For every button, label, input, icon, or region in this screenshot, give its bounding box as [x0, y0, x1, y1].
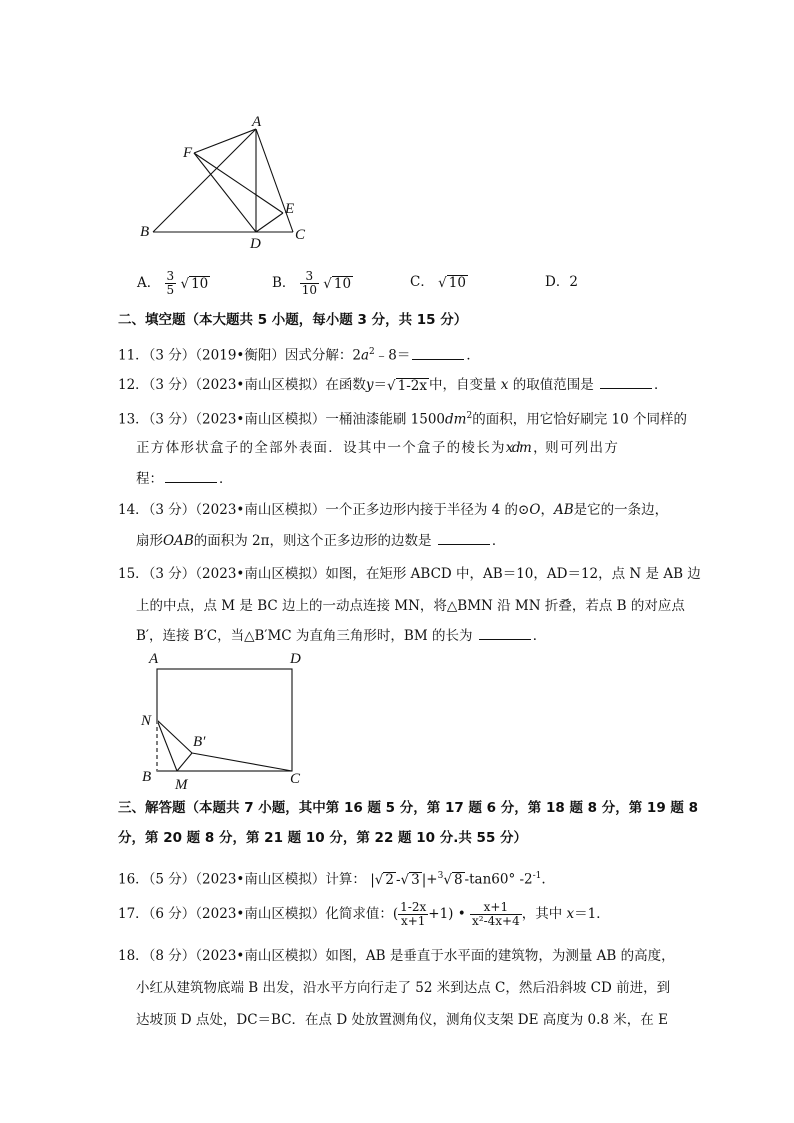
seg-BpC [192, 753, 292, 771]
option-b [272, 270, 353, 297]
q14-l2-tail: 的面积为 2π，则这个正多边形的边数是 [193, 533, 432, 549]
label-C: C [295, 227, 306, 243]
label-Bprime: B′ [193, 734, 206, 750]
question-16: 16．（5 分）（2023•南山区模拟）计算： |√ 2 -√ 3 |+$^3$√ 8 -tan60° $-2^{-1}$. [118, 871, 546, 888]
question-15-line-2: 上的中点，点 M 是 BC 边上的一动点连接 MN，将△BMN 沿 MN 折叠，若点 B 的对应点 [136, 598, 685, 614]
fraction [165, 270, 177, 297]
numerator: x+1 [470, 901, 522, 915]
label-M: M [175, 777, 188, 792]
q15-end: ． [532, 628, 547, 644]
denominator: x+1 [400, 914, 426, 928]
numerator: 3 [300, 270, 319, 284]
question-15-line-1: 15．（3 分）（2023•南山区模拟）如图，在矩形 ABCD 中，AB＝10，AD＝12，点 N 是 AB 边 [118, 566, 701, 582]
question-15-line-3 [136, 625, 546, 646]
q12-x: x [500, 377, 509, 393]
option-b-prefix: B． [272, 275, 296, 291]
q17-head: 17．（6 分）（2023•南山区模拟）化简求值： [118, 906, 393, 922]
q17-val: ＝1． [574, 906, 610, 922]
sqrt: √ 2 [374, 872, 394, 888]
seg-FA [194, 129, 256, 153]
radicand: 10 [333, 275, 352, 292]
q16-minus: - [395, 871, 401, 888]
radicand: 10 [191, 275, 209, 292]
sqrt: √ 1-2x [387, 377, 427, 394]
option-c-prefix: C． [410, 274, 434, 290]
q14-o: O [529, 502, 541, 518]
option-d-text: D．2 [545, 274, 578, 290]
q13-l2: 正 方 体 形 状 盒 子 的 全 部 外 表 面 ． 设 其 中 一 个 盒 子 的 棱 长 为 [136, 440, 503, 456]
q11-head: 11．（3 分）（2019•衡阳）因式分解：2 [118, 347, 361, 364]
question-18-line-2: 小红从建筑物底端 B 出发，沿水平方向行走了 52 米到达点 C，然后沿斜坡 CD 前进，到 [136, 980, 671, 996]
q11-end: ． [466, 347, 480, 364]
label-B: B [142, 769, 152, 785]
seg-NBp [157, 720, 192, 753]
seg-FE [194, 153, 283, 213]
denominator: 10 [301, 283, 317, 297]
sqrt: √ 10 [438, 274, 466, 291]
figure-q10 [130, 105, 320, 250]
q13-unit: dm [445, 411, 467, 428]
denominator: 5 [166, 283, 175, 297]
sqrt: √ 10 [323, 275, 352, 292]
label-A: A [252, 114, 262, 130]
q16-sup: -1 [532, 871, 542, 881]
radicand: 1-2x [397, 377, 427, 394]
seg-NM [157, 720, 177, 771]
seg-MBp [177, 753, 192, 771]
q13-l3: 程： [136, 471, 163, 487]
q14-l1-tail: 是它的一条边， [573, 502, 669, 518]
q12-mid: 中，自变量 [429, 377, 497, 393]
question-18-line-1: 18．（8 分）（2023•南山区模拟）如图，AB 是垂直于水平面的建筑物，为测量 AB 的高度， [118, 948, 675, 964]
q13-end: ． [219, 471, 233, 487]
label-A: A [149, 651, 159, 667]
option-a-prefix: A． [137, 275, 161, 291]
answer-blank [438, 530, 490, 545]
label-C: C [290, 771, 301, 787]
fraction [470, 901, 522, 928]
q14-end: ． [491, 533, 506, 549]
q17-dot: • [457, 906, 466, 922]
q13-l2-tail: ，则 可 列 出 方 [533, 440, 617, 456]
section-2-heading: 二、填空题（本大题共 5 小题，每小题 3 分，共 15 分） [118, 312, 468, 328]
q12-end: ． [654, 377, 668, 393]
section-3-heading-line-1: 三、解答题（本题共 7 小题，其中第 16 题 5 分，第 17 题 6 分，第 18 题 8 分，第 19 题 8 [118, 800, 699, 816]
q17-x: x [566, 906, 575, 922]
q11-var: a [360, 347, 370, 364]
rectangle-ABCD [157, 669, 292, 771]
label-F: F [183, 145, 193, 161]
label-B: B [140, 224, 150, 240]
radicand: 3 [411, 872, 420, 888]
option-a [137, 270, 210, 297]
q14-l1: 14．（3 分）（2023•南山区模拟）一个正多边形内接于半径为 4 的⊙ [118, 502, 530, 518]
fraction [300, 270, 319, 297]
q12-y: y [365, 377, 374, 393]
q14-oab: OAB [163, 533, 194, 549]
question-13-line-3 [136, 468, 233, 489]
question-17: 17．（6 分）（2023•南山区模拟）化简求值：( $\frac{1-2x}{x+1}$ +1) • $\frac{x+1}{\text{x²-4x+4}}$ ，其中 x＝1． [118, 900, 610, 928]
q12-head: 12．（3 分）（2023•南山区模拟）在函数 [118, 377, 366, 393]
label-N: N [141, 713, 152, 729]
section-3-heading-line-2: 分，第 20 题 8 分，第 21 题 10 分，第 22 题 10 分.共 55 分） [118, 830, 528, 846]
q12-tail: 的取值范围是 [512, 377, 594, 393]
q15-l3: B′，连接 B′C，当△B′MC 为直角三角形时，BM 的长为 [136, 628, 473, 644]
q17-tail: ，其中 [521, 906, 563, 922]
fraction [398, 901, 428, 928]
question-14-line-2 [136, 530, 505, 551]
sqrt: √ 10 [180, 275, 209, 292]
abs-expression: |√ 2 -√ 3 | [370, 871, 427, 888]
figure-q15 [135, 647, 315, 792]
question-14-line-1 [118, 500, 668, 520]
q16-tail: -tan60° -2 [464, 871, 533, 888]
answer-blank [412, 345, 464, 360]
q14-mid: ， [540, 502, 554, 518]
question-13-line-1 [118, 406, 687, 430]
q16-head: 16．（5 分）（2023•南山区模拟）计算： [118, 871, 366, 888]
seg-DE [256, 213, 283, 232]
option-c [410, 272, 468, 293]
seg-FD [194, 153, 256, 232]
denominator: x²-4x+4 [472, 914, 520, 928]
seg-BA [153, 129, 256, 232]
label-D: D [290, 651, 301, 667]
radicand: 2 [385, 872, 394, 888]
radicand: 10 [448, 274, 466, 291]
q16-end: . [541, 871, 546, 888]
q13-l1: 13．（3 分）（2023•南山区模拟）一桶油漆能刷 1500 [118, 411, 446, 428]
question-12 [118, 374, 668, 396]
q14-l2: 扇形 [136, 533, 163, 549]
q17-plus: +1) [428, 906, 454, 922]
question-18-line-3: 达坡顶 D 点处，DC＝BC．在点 D 处放置测角仪，测角仪支架 DE 高度为 0.8 米，在 E [136, 1012, 668, 1028]
radicand: 8 [453, 872, 463, 888]
q14-ab: AB [553, 502, 574, 518]
question-13-line-2 [136, 438, 616, 458]
option-d [545, 272, 578, 292]
q11-sup: 2 [369, 347, 375, 357]
cube-index: 3 [437, 871, 444, 881]
answer-blank [600, 374, 652, 389]
answer-blank [479, 625, 531, 640]
answer-blank [165, 468, 217, 483]
numerator: 1-2x [400, 900, 427, 914]
numerator: 3 [166, 269, 175, 283]
q13-sup: 2 [466, 411, 473, 421]
label-E: E [285, 201, 295, 217]
label-D: D [250, 236, 261, 250]
q13-l1-tail: 的面积，用它恰好刷完 10 个同样的 [472, 411, 687, 428]
cube-root: √ 8 [443, 872, 463, 888]
sqrt: √ 3 [400, 872, 420, 888]
q11-tail: ﹣8＝ [374, 347, 411, 364]
question-11 [118, 342, 480, 366]
q12-eq: ＝ [373, 377, 388, 393]
q13-var: xdm [505, 440, 531, 456]
